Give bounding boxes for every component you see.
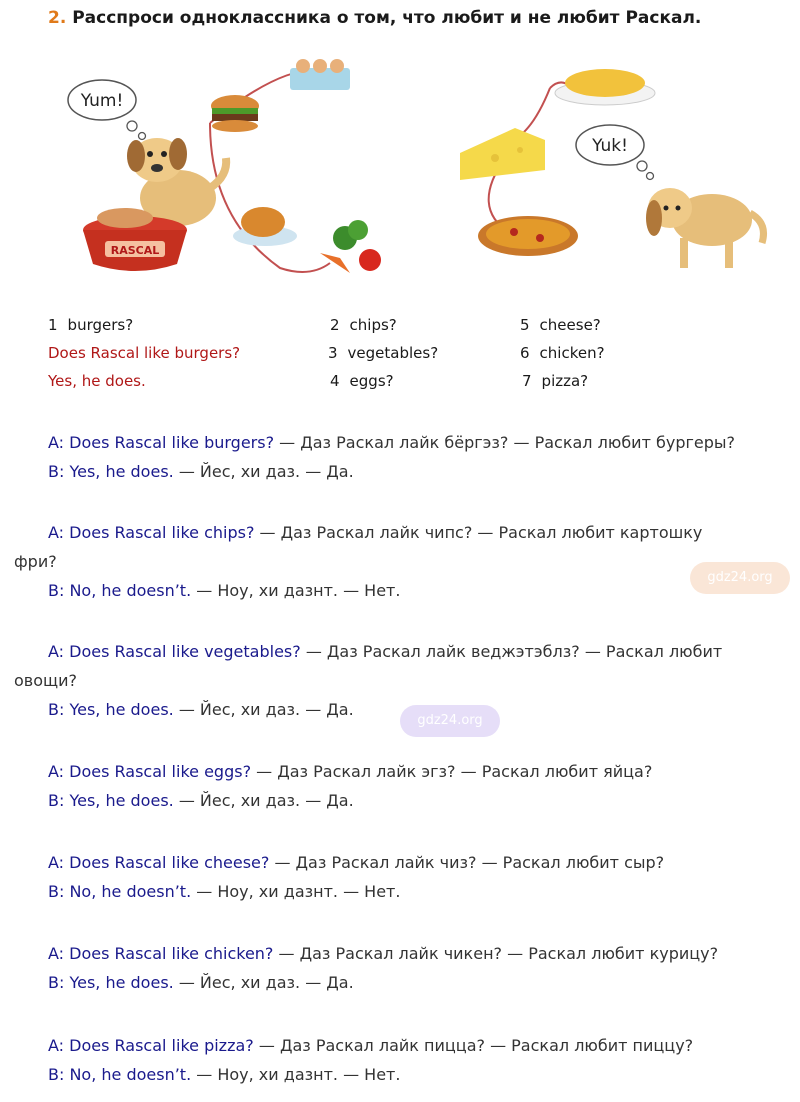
bowl-label: RASCAL — [110, 244, 160, 257]
list-item: 1 burgers? — [48, 316, 134, 334]
example-answer: Yes, he does. — [48, 372, 146, 390]
exercise-number: 2. — [48, 8, 67, 28]
answer-line: B: Yes, he does. — Йес, хи даз. — Да. — [48, 791, 354, 810]
answer-line: B: Yes, he does. — Йес, хи даз. — Да. — [48, 700, 354, 719]
dialogue — [0, 518, 800, 605]
example-question: Does Rascal like burgers? — [48, 344, 241, 362]
answer-line: B: No, he doesn’t. — Ноу, хи дазнт. — Нет. — [48, 1065, 401, 1084]
watermark: gdz24.org — [690, 562, 790, 594]
question-line: A: Does Rascal like burgers? — Даз Раскал лайк бёргэз? — Раскал любит бургеры? — [48, 433, 736, 452]
list-item: 3 vegetables? — [328, 344, 439, 362]
question-line: A: Does Rascal like eggs? — Даз Раскал лайк эгз? — Раскал любит яйца? — [48, 762, 653, 781]
answer-line: B: Yes, he does. — Йес, хи даз. — Да. — [48, 462, 354, 481]
answer-line: B: No, he doesn’t. — Ноу, хи дазнт. — Нет. — [48, 882, 401, 901]
question-line: A: Does Rascal like chips? — Даз Раскал лайк чипс? — Раскал любит картошку — [48, 523, 703, 542]
answer-line: B: Yes, he does. — Йес, хи даз. — Да. — [48, 973, 354, 992]
dialogue — [0, 939, 800, 997]
exercise-title — [48, 8, 788, 28]
dialogue — [0, 757, 800, 815]
list-item: 5 cheese? — [520, 316, 601, 334]
question-line: A: Does Rascal like vegetables? — Даз Раскал лайк веджэтэблз? — Раскал любит — [48, 642, 723, 661]
dialogue — [0, 428, 800, 486]
list-item: 6 chicken? — [520, 344, 605, 362]
yum-text: Yum! — [80, 91, 124, 111]
illustration-sad-dog — [450, 48, 780, 288]
list-item: 7 pizza? — [522, 372, 589, 390]
question-line: A: Does Rascal like cheese? — Даз Раскал лайк чиз? — Раскал любит сыр? — [48, 853, 665, 872]
dialogue — [0, 637, 800, 724]
question-continuation: фри? — [14, 552, 57, 571]
illustration-happy-dog — [60, 48, 400, 288]
list-item: 4 eggs? — [330, 372, 394, 390]
dialogue — [0, 1031, 800, 1089]
list-item: 2 chips? — [330, 316, 397, 334]
question-line: A: Does Rascal like pizza? — Даз Раскал лайк пицца? — Раскал любит пиццу? — [48, 1036, 694, 1055]
exercise-instruction: Расспроси одноклассника о том, что любит и не любит Раскал. — [72, 8, 702, 28]
question-line: A: Does Rascal like chicken? — Даз Раскал лайк чикен? — Раскал любит курицу? — [48, 944, 719, 963]
dialogue — [0, 848, 800, 906]
watermark: gdz24.org — [400, 705, 500, 737]
answer-line: B: No, he doesn’t. — Ноу, хи дазнт. — Нет. — [48, 581, 401, 600]
question-continuation: овощи? — [14, 671, 77, 690]
yuk-text: Yuk! — [592, 136, 628, 156]
